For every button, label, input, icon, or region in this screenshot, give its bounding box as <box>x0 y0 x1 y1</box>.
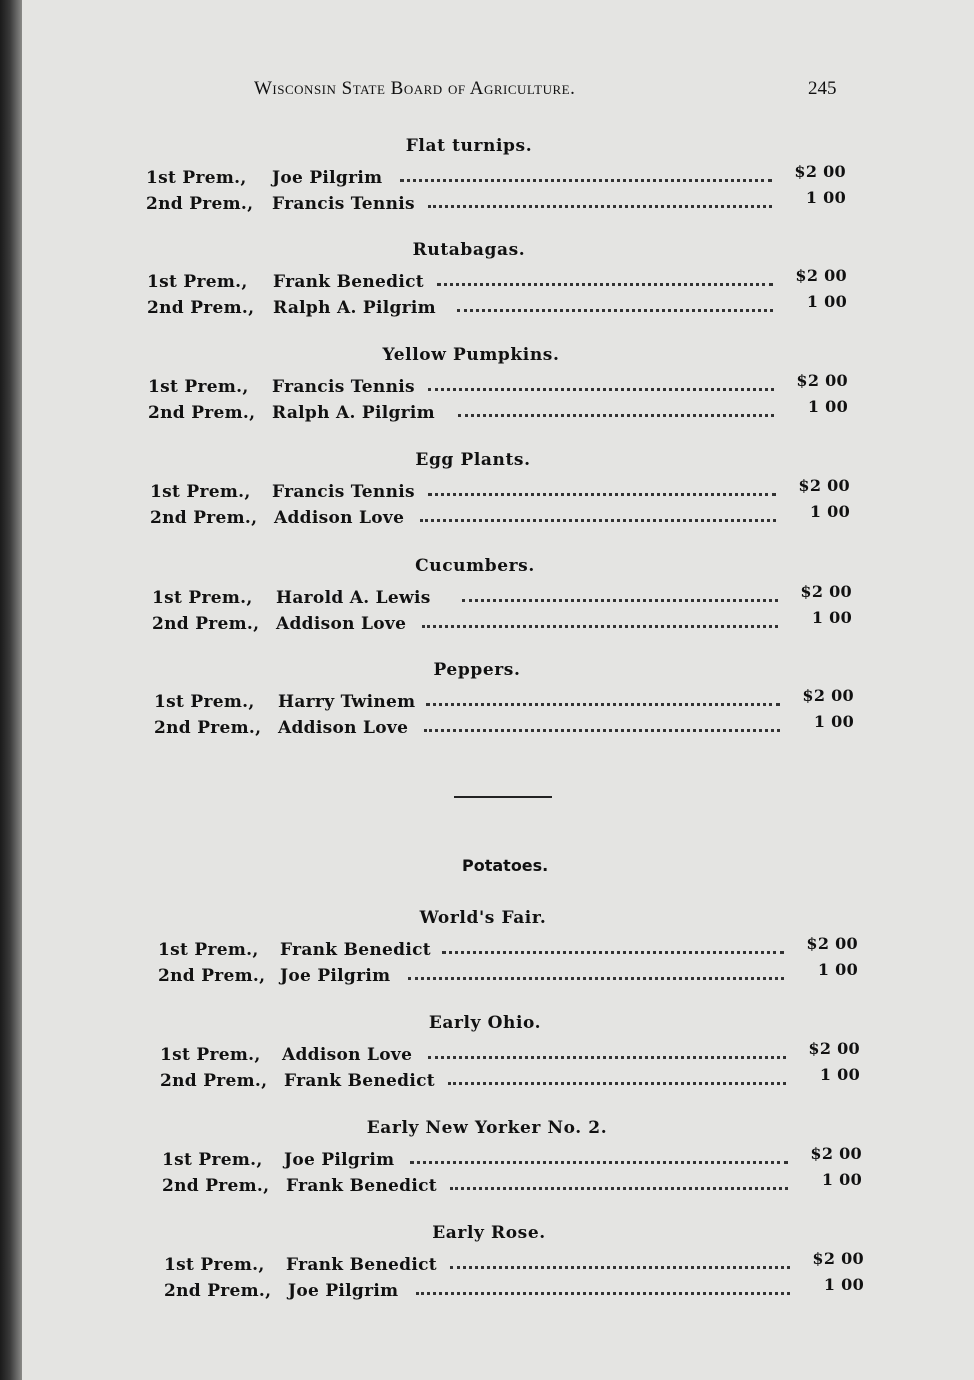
prize-amount: 1 00 <box>817 960 858 979</box>
prize-amount: $2 00 <box>810 1144 862 1163</box>
book-spine-shadow <box>0 0 22 1380</box>
prize-place: 1st Prem., <box>154 692 255 712</box>
winner-name: Addison Love <box>282 1045 413 1065</box>
prize-row <box>160 1039 860 1069</box>
dot-leader <box>408 977 784 980</box>
prize-row <box>152 582 852 612</box>
prize-place: 2nd Prem., <box>147 298 255 318</box>
prize-place: 1st Prem., <box>147 272 248 292</box>
prize-amount: $2 00 <box>808 1039 860 1058</box>
winner-name: Ralph A. Pilgrim <box>272 403 435 423</box>
dot-leader <box>428 388 774 391</box>
dot-leader <box>437 283 773 286</box>
prize-amount: $2 00 <box>796 371 848 390</box>
prize-place: 1st Prem., <box>164 1255 265 1275</box>
section-title: Early Rose. <box>432 1223 546 1243</box>
prize-row <box>150 502 850 532</box>
prize-row <box>146 162 846 192</box>
dot-leader <box>450 1187 788 1190</box>
prize-amount: $2 00 <box>806 934 858 953</box>
winner-name: Frank Benedict <box>284 1071 435 1091</box>
prize-place: 2nd Prem., <box>160 1071 268 1091</box>
prize-place: 1st Prem., <box>150 482 251 502</box>
section-title: Egg Plants. <box>415 450 531 470</box>
prize-amount: 1 00 <box>809 502 850 521</box>
section-title: Rutabagas. <box>412 240 526 260</box>
winner-name: Joe Pilgrim <box>284 1150 395 1170</box>
section-title: Yellow Pumpkins. <box>382 345 560 365</box>
prize-row <box>146 188 846 218</box>
page-number: 245 <box>808 78 837 99</box>
prize-row <box>162 1170 862 1200</box>
winner-name: Addison Love <box>278 718 409 738</box>
prize-row <box>164 1249 864 1279</box>
winner-name: Joe Pilgrim <box>272 168 383 188</box>
dot-leader <box>428 1056 786 1059</box>
winner-name: Addison Love <box>274 508 405 528</box>
dot-leader <box>442 951 784 954</box>
dot-leader <box>416 1292 790 1295</box>
dot-leader <box>458 414 774 417</box>
potatoes-heading: Potatoes. <box>462 856 549 875</box>
prize-amount: $2 00 <box>802 686 854 705</box>
prize-amount: 1 00 <box>807 397 848 416</box>
prize-row <box>164 1275 864 1305</box>
winner-name: Harry Twinem <box>278 692 416 712</box>
dot-leader <box>400 179 772 182</box>
prize-row <box>148 397 848 427</box>
prize-row <box>147 292 847 322</box>
prize-amount: 1 00 <box>811 608 852 627</box>
dot-leader <box>448 1082 786 1085</box>
prize-row <box>162 1144 862 1174</box>
prize-place: 1st Prem., <box>148 377 249 397</box>
prize-amount: $2 00 <box>795 266 847 285</box>
prize-place: 2nd Prem., <box>164 1281 272 1301</box>
prize-place: 1st Prem., <box>146 168 247 188</box>
winner-name: Joe Pilgrim <box>288 1281 399 1301</box>
prize-place: 2nd Prem., <box>162 1176 270 1196</box>
dot-leader <box>422 625 778 628</box>
prize-row <box>147 266 847 296</box>
winner-name: Addison Love <box>276 614 407 634</box>
prize-amount: 1 00 <box>805 188 846 207</box>
dot-leader <box>420 519 776 522</box>
section-title: Cucumbers. <box>415 556 535 576</box>
section-title: Early Ohio. <box>428 1013 542 1033</box>
prize-place: 1st Prem., <box>152 588 253 608</box>
prize-row <box>150 476 850 506</box>
winner-name: Frank Benedict <box>286 1176 437 1196</box>
dot-leader <box>457 309 773 312</box>
dot-leader <box>426 703 780 706</box>
prize-amount: $2 00 <box>798 476 850 495</box>
winner-name: Francis Tennis <box>272 194 415 214</box>
winner-name: Ralph A. Pilgrim <box>273 298 436 318</box>
prize-amount: $2 00 <box>812 1249 864 1268</box>
prize-amount: 1 00 <box>806 292 847 311</box>
dot-leader <box>428 493 776 496</box>
dot-leader <box>424 729 780 732</box>
running-header: Wisconsin State Board of Agriculture. <box>254 78 576 99</box>
prize-place: 1st Prem., <box>160 1045 261 1065</box>
prize-place: 2nd Prem., <box>148 403 256 423</box>
prize-row <box>152 608 852 638</box>
prize-amount: $2 00 <box>800 582 852 601</box>
prize-place: 2nd Prem., <box>146 194 254 214</box>
winner-name: Francis Tennis <box>272 482 415 502</box>
prize-place: 1st Prem., <box>162 1150 263 1170</box>
winner-name: Frank Benedict <box>273 272 424 292</box>
prize-place: 2nd Prem., <box>152 614 260 634</box>
prize-row <box>158 960 858 990</box>
prize-place: 2nd Prem., <box>150 508 258 528</box>
dot-leader <box>450 1266 790 1269</box>
prize-row <box>154 686 854 716</box>
section-title: World's Fair. <box>419 908 547 928</box>
page <box>22 0 974 1380</box>
prize-amount: 1 00 <box>823 1275 864 1294</box>
section-title: Peppers. <box>433 660 521 680</box>
dot-leader <box>462 599 778 602</box>
section-divider <box>454 796 552 798</box>
winner-name: Joe Pilgrim <box>280 966 391 986</box>
winner-name: Frank Benedict <box>286 1255 437 1275</box>
section-title: Early New Yorker No. 2. <box>366 1118 608 1138</box>
prize-row <box>148 371 848 401</box>
winner-name: Francis Tennis <box>272 377 415 397</box>
prize-amount: $2 00 <box>794 162 846 181</box>
dot-leader <box>410 1161 788 1164</box>
prize-row <box>158 934 858 964</box>
prize-row <box>154 712 854 742</box>
prize-place: 1st Prem., <box>158 940 259 960</box>
prize-amount: 1 00 <box>813 712 854 731</box>
winner-name: Frank Benedict <box>280 940 431 960</box>
dot-leader <box>428 205 772 208</box>
prize-amount: 1 00 <box>819 1065 860 1084</box>
winner-name: Harold A. Lewis <box>276 588 431 608</box>
prize-row <box>160 1065 860 1095</box>
section-title: Flat turnips. <box>405 136 533 156</box>
prize-amount: 1 00 <box>821 1170 862 1189</box>
prize-place: 2nd Prem., <box>158 966 266 986</box>
prize-place: 2nd Prem., <box>154 718 262 738</box>
